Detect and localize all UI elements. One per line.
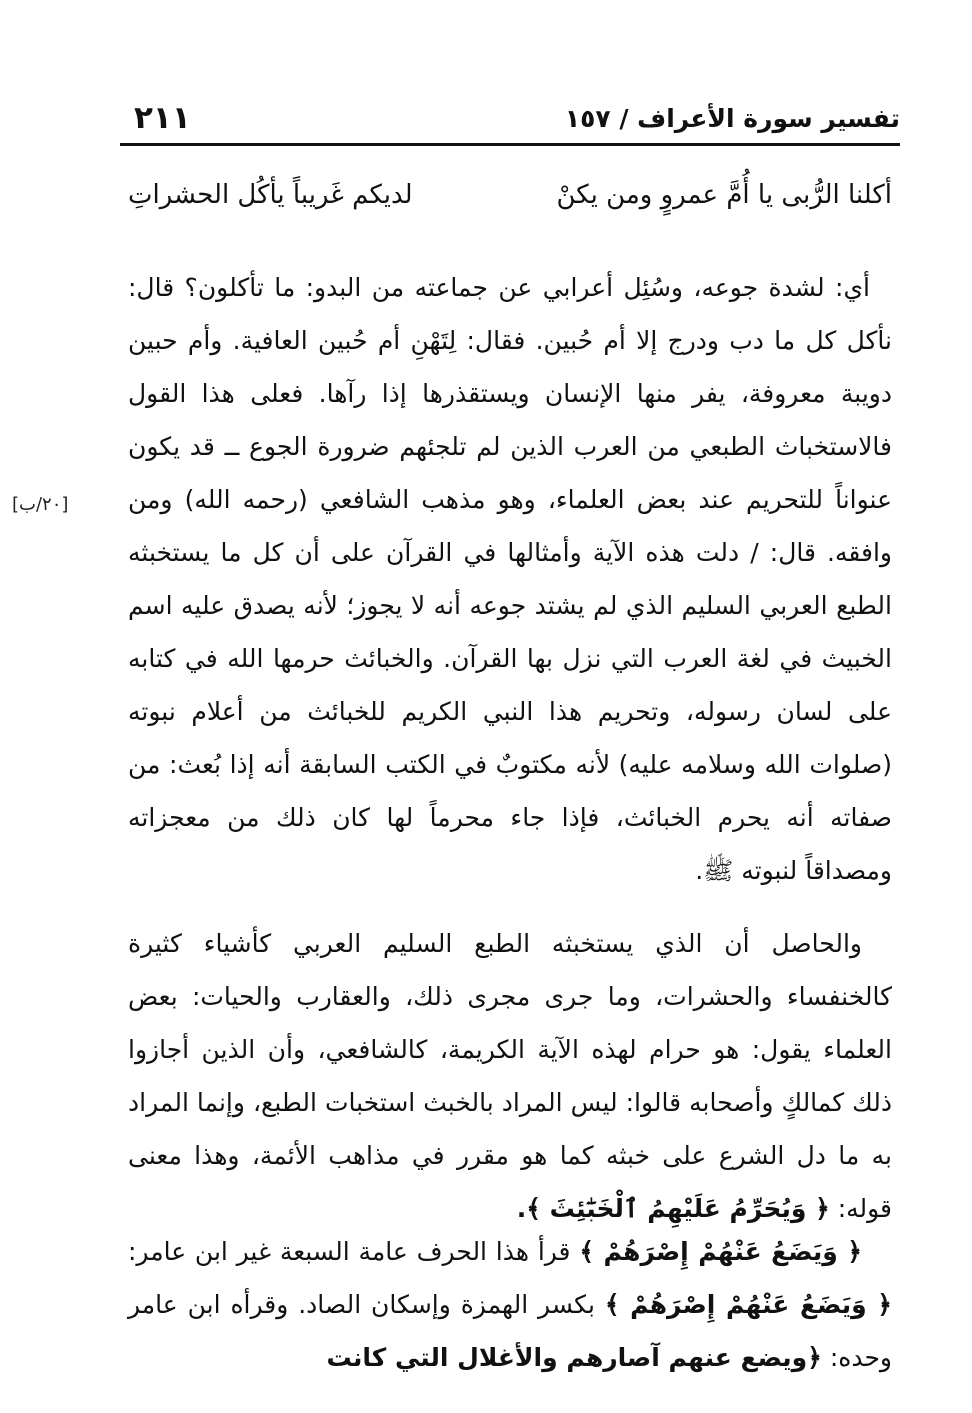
- paragraph-1: أي: لشدة جوعه، وسُئِل أعرابي عن جماعته من البدو: ما تأكلون؟ قال: نأكل كل ما دب ودرج إلا أم حُبين. فقال: لِتَهْنِ أم حُبين العافية. وأم حبين دويبة معروفة، يفر منها الإنسان ويستقذرها إذا رآها. فعلى هذا القول فالاستخباث الطبعي من العرب الذين لم تلجئهم ضرورة الجوع ــ قد يكون عنواناً للتحريم عند بعض العلماء، وهو مذهب الشافعي (رحمه الله) ومن وافقه. قال: / دلت هذه الآية وأمثالها في القرآن على أن كل ما يستخبثه الطبع العربي السليم الذي لم يشتد جوعه أنه لا يجوز؛ لأنه يصدق عليه اسم الخبيث في لغة العرب التي نزل بها القرآن. والخبائث حرمها الله في كتابه على لسان رسوله، وتحريم هذا النبي الكريم للخبائث من أعلام نبوته (صلوات الله وسلامه عليه) لأنه مكتوبٌ في الكتب السابقة أنه إذا بُعث: من صفاته أنه يحرم الخبائث، فإذا جاء محرماً لها كان ذلك من معجزاته ومصداقاً لنبوته ﷺ.: [128, 273, 892, 885]
- page-number: ٢١١: [134, 100, 191, 136]
- running-title: تفسير سورة الأعراف / ١٥٧: [564, 104, 900, 133]
- poem-first-hemistich: أكلنا الرُّبى يا أُمَّ عمروٍ ومن يكنْ: [556, 180, 892, 210]
- page-header: [120, 92, 900, 146]
- manuscript-folio-marker: [٢٠/ب]: [12, 494, 69, 515]
- paragraph-3-text: بكسر الهمزة وإسكان الصاد. وقرأه ابن عامر وحده:: [128, 1290, 892, 1372]
- quran-quote: ﴿ وَيَضَعُ عَنْهُمْ إِصْرَهُمْ ﴾: [579, 1237, 863, 1266]
- paragraph-2: [128, 917, 892, 1235]
- quran-quote: ﴿ وَيَضَعُ عَنْهُمْ إِصْرَهُمْ ﴾: [604, 1290, 892, 1319]
- paragraph-3-text: قرأ هذا الحرف عامة السبعة غير ابن عامر:: [128, 1237, 571, 1266]
- poem-verse: [128, 170, 892, 224]
- quran-quote: ﴿ وَيُحَرِّمُ عَلَيْهِمُ ٱلْخَبَٰٓئِثَ ﴾.: [516, 1194, 830, 1223]
- paragraph-2-text: والحاصل أن الذي يستخبثه الطبع السليم العربي كأشياء كثيرة كالخنفساء والحشرات، وما جرى مجرى ذلك، والعقارب والحيات: بعض العلماء يقول: هو حرام لهذه الآية الكريمة، كالشافعي، وأن الذين أجازوا ذلك كمالكٍ وأصحابه قالوا: ليس المراد بالخبث استخبات الطبع، وإنما المراد به ما دل الشرع على خبثه كما هو مقرر في مذاهب الأئمة، وهذا معنى قوله:: [128, 929, 892, 1223]
- poem-second-hemistich: لديكم غَريباً يأكُل الحشراتِ: [128, 180, 413, 210]
- header-rule: [120, 143, 900, 146]
- paragraph-3: [128, 1225, 892, 1384]
- quran-quote: ﴿ويضع عنهم آصارهم والأغلال التي كانت: [326, 1343, 822, 1372]
